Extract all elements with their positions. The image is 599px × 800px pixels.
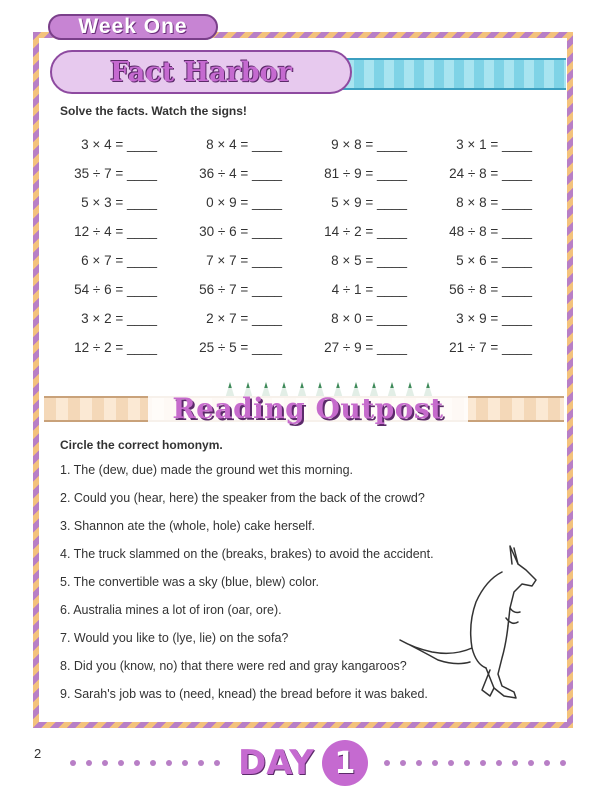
- fact-problem[interactable]: 14 ÷ 2 = ____: [324, 224, 407, 239]
- list-item[interactable]: 6. Australia mines a lot of iron (oar, ore).: [60, 603, 282, 617]
- list-item[interactable]: 8. Did you (know, no) that there were red and gray kangaroos?: [60, 659, 407, 673]
- fact-problem[interactable]: 4 ÷ 1 = ____: [331, 282, 407, 297]
- waves-decoration: [334, 58, 566, 90]
- kangaroo-illustration: [398, 540, 544, 700]
- fact-problem[interactable]: 24 ÷ 8 = ____: [449, 166, 532, 181]
- list-item[interactable]: 1. The (dew, due) made the ground wet this morning.: [60, 463, 353, 477]
- fact-row: [56, 275, 556, 304]
- fact-problem[interactable]: 8 × 4 = ____: [206, 137, 282, 152]
- fact-problem[interactable]: 56 ÷ 8 = ____: [449, 282, 532, 297]
- fact-problem[interactable]: 5 × 9 = ____: [331, 195, 407, 210]
- reading-outpost-banner: [44, 378, 564, 434]
- fact-problem[interactable]: 5 × 3 = ____: [81, 195, 157, 210]
- fact-row: [56, 188, 556, 217]
- fact-harbor-title: Fact Harbor: [50, 50, 352, 94]
- fact-problem[interactable]: 3 × 2 = ____: [81, 311, 157, 326]
- fact-problem[interactable]: 48 ÷ 8 = ____: [449, 224, 532, 239]
- fact-problem[interactable]: 0 × 9 = ____: [206, 195, 282, 210]
- fact-problem[interactable]: 12 ÷ 4 = ____: [74, 224, 157, 239]
- day-label: DAY: [238, 743, 314, 783]
- homonym-instruction: Circle the correct homonym.: [60, 438, 223, 452]
- fact-harbor-banner: [44, 50, 564, 96]
- fact-problem[interactable]: 2 × 7 = ____: [206, 311, 282, 326]
- fact-problem[interactable]: 8 × 0 = ____: [331, 311, 407, 326]
- list-item[interactable]: 2. Could you (hear, here) the speaker from the back of the crowd?: [60, 491, 425, 505]
- list-item[interactable]: 9. Sarah's job was to (need, knead) the bread before it was baked.: [60, 687, 428, 701]
- fact-problem[interactable]: 3 × 9 = ____: [456, 311, 532, 326]
- fact-problem[interactable]: 3 × 4 = ____: [81, 137, 157, 152]
- day-badge: [238, 740, 368, 786]
- fact-problem[interactable]: 12 ÷ 2 = ____: [74, 340, 157, 355]
- fact-problem[interactable]: 30 ÷ 6 = ____: [199, 224, 282, 239]
- list-item[interactable]: 3. Shannon ate the (whole, hole) cake herself.: [60, 519, 316, 533]
- fact-problem[interactable]: 8 × 8 = ____: [456, 195, 532, 210]
- fact-row: [56, 333, 556, 362]
- reading-outpost-title: Reading Outpost: [148, 388, 468, 428]
- fact-problem[interactable]: 7 × 7 = ____: [206, 253, 282, 268]
- page-number: 2: [34, 746, 42, 761]
- fact-row: [56, 304, 556, 333]
- list-item[interactable]: 5. The convertible was a sky (blue, blew) color.: [60, 575, 319, 589]
- fact-problem[interactable]: 3 × 1 = ____: [456, 137, 532, 152]
- fact-row: [56, 130, 556, 159]
- fact-problem[interactable]: 25 ÷ 5 = ____: [199, 340, 282, 355]
- fact-problem[interactable]: 56 ÷ 7 = ____: [199, 282, 282, 297]
- fact-problem[interactable]: 27 ÷ 9 = ____: [324, 340, 407, 355]
- list-item[interactable]: 4. The truck slammed on the (breaks, brakes) to avoid the accident.: [60, 547, 434, 561]
- fact-problem[interactable]: 5 × 6 = ____: [456, 253, 532, 268]
- fact-problem[interactable]: 21 ÷ 7 = ____: [449, 340, 532, 355]
- facts-instruction: Solve the facts. Watch the signs!: [60, 104, 247, 118]
- week-label: Week One: [48, 14, 218, 40]
- fact-problem[interactable]: 81 ÷ 9 = ____: [324, 166, 407, 181]
- fact-problem[interactable]: 6 × 7 = ____: [81, 253, 157, 268]
- fact-problem[interactable]: 9 × 8 = ____: [331, 137, 407, 152]
- facts-grid: [56, 130, 556, 362]
- fact-row: [56, 159, 556, 188]
- dots-right-decoration: [384, 760, 566, 766]
- fact-problem[interactable]: 8 × 5 = ____: [331, 253, 407, 268]
- fact-row: [56, 217, 556, 246]
- list-item[interactable]: 7. Would you like to (lye, lie) on the sofa?: [60, 631, 289, 645]
- day-number: 1: [322, 740, 368, 786]
- fact-row: [56, 246, 556, 275]
- fact-problem[interactable]: 54 ÷ 6 = ____: [74, 282, 157, 297]
- dots-left-decoration: [70, 760, 220, 766]
- fact-problem[interactable]: 36 ÷ 4 = ____: [199, 166, 282, 181]
- fact-problem[interactable]: 35 ÷ 7 = ____: [74, 166, 157, 181]
